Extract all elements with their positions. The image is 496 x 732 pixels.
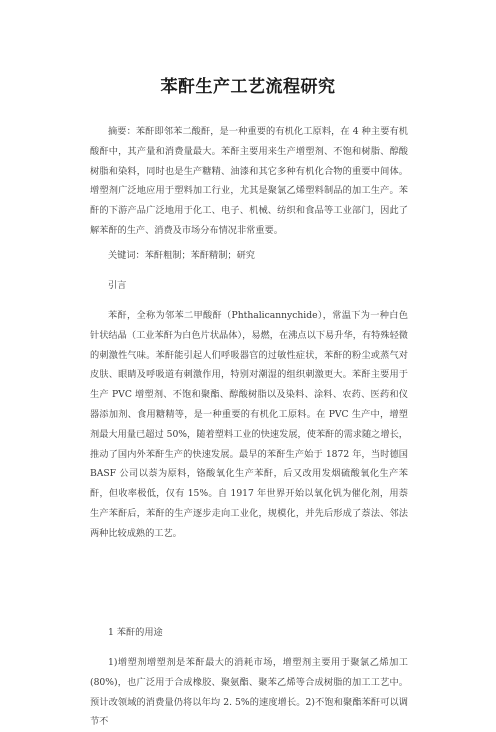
section1-heading: 1 苯酐的用途 xyxy=(108,627,163,638)
intro-heading: 引言 xyxy=(108,280,127,291)
intro-heading-section xyxy=(90,276,408,296)
intro-paragraph: 苯酐，全称为邻苯二甲酸酐（Phthalicannychide），常温下为一种白色针状结晶（工业苯酐为白色片状晶体），易燃，在沸点以下易升华，有特殊轻微的刺激性气味。苯酐能引起人们呼吸器官的过敏性症状，苯酐的粉尘或蒸气对皮肤、眼睛及呼吸道有刺激作用，特别对潮湿的组织刺激更大。苯酐主要用于生产 PVC 增塑剂、不饱和聚酯、醇酸树脂以及染料、涂料、农药、医药和仪器添加剂、食用糖精等，是一种重要的有机化工原料。在 PVC 生产中，增塑剂最大用量已超过 50%，随着塑料工业的快速发展，使苯酐的需求随之增长，推动了国内外苯酐生产的快速发展。最早的苯酐生产始于 1872 年，当时德国 BASF 公司以萘为原料，铬酸氧化生产苯酐，后又改用发烟硫酸氧化生产苯酐，但收率极低，仅有 15%。自 1917 年世界开始以氧化钒为催化剂，用萘生产苯酐后，苯酐的生产逐步走向工业化，规模化，并先后形成了萘法、邻法两种比较成熟的工艺。 xyxy=(90,310,408,539)
section1-paragraph: 1)增塑剂增塑剂是苯酐最大的消耗市场，增塑剂主要用于聚氯乙烯加工(80%)，也广泛用于合成橡胶、聚氨酯、聚苯乙烯等合成树脂的加工工艺中。预计改领域的消费量仍将以年均 2. 5%的速度增长。2)不饱和聚酯苯酐可以调节不 xyxy=(90,657,408,728)
keywords-section xyxy=(90,246,408,266)
abstract-section xyxy=(90,122,408,241)
section1-heading-section xyxy=(90,623,408,643)
page-title: 苯酐生产工艺流程研究 xyxy=(160,77,336,97)
intro-section xyxy=(90,306,408,544)
abstract-paragraph: 摘要：苯酐即邻苯二酸酐，是一种重要的有机化工原料，在 4 种主要有机酸酐中，其产量和消费量最大。苯酐主要用来生产增塑剂、不饱和树脂、醇酸树脂和染料，同时也是生产糖精、油漆和其它多种有机化合物的重要中间体。增塑剂广泛地应用于塑料加工行业，尤其是聚氯乙烯塑料制品的加工生产。苯酐的下游产品广泛地用于化工、电子、机械、纺织和食品等工业部门，因此了解苯酐的生产、消费及市场分布情况非常重要。 xyxy=(90,126,408,236)
keywords-line: 关键词：苯酐粗制；苯酐精制；研究 xyxy=(108,250,255,261)
section1-section xyxy=(90,653,408,732)
